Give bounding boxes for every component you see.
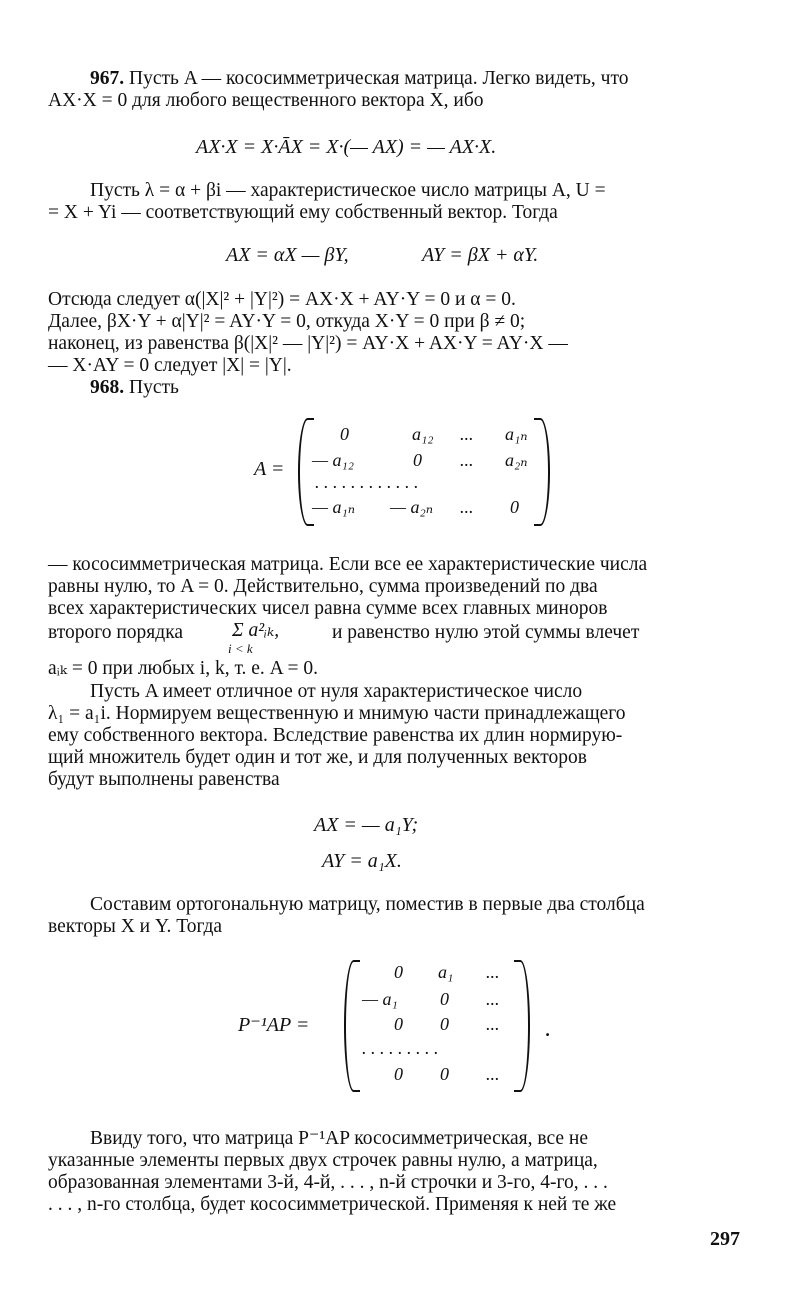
problem-967-line-8: — X·AY = 0 следует |X| = |Y|.	[48, 355, 292, 376]
problem-968-line-14: Ввиду того, что матрица P⁻¹AP кососимметрическая, все не	[90, 1128, 588, 1149]
matrix-a-dots-row: . . . . . . . . . . . .	[315, 472, 419, 492]
problem-968-line-1	[90, 377, 179, 399]
matrix-p-left-paren	[344, 960, 360, 1092]
matrix-a-cell: — a₁₂	[312, 450, 355, 470]
problem-967-line-6: Далее, βX·Y + α|Y|² = AY·Y = 0, откуда X·Y = 0 при β ≠ 0;	[48, 311, 526, 332]
matrix-p-cell: 0	[394, 962, 403, 982]
problem-968-line-12: Составим ортогональную матрицу, поместив в первые два столбца	[90, 894, 645, 915]
matrix-p-cell: ...	[486, 1064, 500, 1084]
matrix-a-cell: a₂ₙ	[505, 450, 528, 470]
matrix-a-label: A =	[254, 458, 285, 480]
problem-968-number: 968.	[90, 377, 125, 398]
matrix-p-period: .	[546, 1020, 551, 1040]
matrix-p-cell: 0	[440, 989, 449, 1009]
problem-968-line-16: образованная элементами 3-й, 4-й, . . . , n-й строчки и 3-го, 4-го, . . .	[48, 1172, 608, 1193]
matrix-a-right-paren	[534, 418, 550, 526]
matrix-a-cell: — a₁ₙ	[312, 497, 356, 517]
problem-968-line-15: указанные элементы первых двух строчек равны нулю, а матрица,	[48, 1150, 598, 1171]
matrix-p-right-paren	[514, 960, 530, 1092]
problem-968-line-9: ему собственного вектора. Вследствие равенства их длин нормирую-	[48, 725, 623, 746]
matrix-p-cell: ...	[486, 989, 500, 1009]
matrix-p-cell: 0	[394, 1064, 403, 1084]
matrix-a-cell: ...	[460, 497, 474, 517]
problem-968-line-8: λ₁ = a₁i. Нормируем вещественную и мнимую части принадлежащего	[48, 703, 626, 724]
problem-968-line-10: щий множитель будет один и тот же, и для полученных векторов	[48, 747, 587, 768]
sum-subscript: i < k	[228, 641, 253, 656]
problem-967-text-1: Пусть A — кососимметрическая матрица. Легко видеть, что	[129, 68, 629, 89]
problem-968-line-4: всех характеристических чисел равна сумме всех главных миноров	[48, 598, 608, 619]
problem-968-line-17: . . . , n-го столбца, будет кососимметрической. Применяя к ней те же	[48, 1194, 617, 1215]
matrix-a-cell: ...	[460, 424, 474, 444]
matrix-p-cell: 0	[440, 1064, 449, 1084]
matrix-p-cell: ...	[486, 962, 500, 982]
problem-967-line-3: Пусть λ = α + βi — характеристическое число матрицы A, U =	[90, 180, 606, 201]
matrix-p-cell: a₁	[438, 962, 454, 982]
matrix-a-cell: 0	[413, 450, 422, 470]
page-number: 297	[710, 1228, 740, 1250]
matrix-p-label: P⁻¹AP =	[238, 1014, 310, 1036]
equation-2b: AY = βX + αY.	[422, 244, 539, 266]
problem-967-line-1	[90, 68, 629, 90]
equation-3a: AX = — a₁Y;	[314, 814, 419, 836]
problem-968-line-3: равны нулю, то A = 0. Действительно, сумма произведений по два	[48, 576, 598, 597]
problem-968-line-7: Пусть A имеет отличное от нуля характеристическое число	[90, 681, 583, 702]
equation-1: AX·X = X·ĀX = X·(— AX) = — AX·X.	[196, 136, 497, 158]
matrix-p-dots-row: . . . . . . . . .	[362, 1038, 439, 1058]
matrix-p-cell: 0	[440, 1014, 449, 1034]
problem-968-line-5b: и равенство нулю этой суммы влечет	[332, 622, 640, 643]
problem-968-line-6: aᵢₖ = 0 при любых i, k, т. е. A = 0.	[48, 658, 319, 679]
matrix-a-cell: — a₂ₙ	[390, 497, 434, 517]
problem-967-number: 967.	[90, 68, 125, 89]
problem-968-line-2: — кососимметрическая матрица. Если все ее характеристические числа	[48, 554, 648, 575]
matrix-p-cell: — a₁	[362, 989, 398, 1009]
problem-968-line-5a: второго порядка	[48, 622, 184, 643]
matrix-p-cell: 0	[394, 1014, 403, 1034]
equation-3b: AY = a₁X.	[322, 850, 402, 872]
matrix-a-cell: a₁₂	[412, 424, 434, 444]
matrix-a-cell: 0	[510, 497, 519, 517]
problem-968-line-11: будут выполнены равенства	[48, 769, 280, 790]
problem-968-text-1: Пусть	[129, 377, 179, 398]
problem-967-line-2: AX·X = 0 для любого вещественного вектора X, ибо	[48, 90, 484, 111]
sum-symbol: Σ a²ᵢₖ,	[232, 620, 280, 641]
problem-968-line-13: векторы X и Y. Тогда	[48, 916, 223, 937]
matrix-a-cell: a₁ₙ	[505, 424, 528, 444]
matrix-a-cell: 0	[340, 424, 349, 444]
matrix-p-cell: ...	[486, 1014, 500, 1034]
problem-967-line-5: Отсюда следует α(|X|² + |Y|²) = AX·X + AY·Y = 0 и α = 0.	[48, 289, 516, 310]
equation-2a: AX = αX — βY,	[226, 244, 349, 266]
problem-967-line-4: = X + Yi — соответствующий ему собственный вектор. Тогда	[48, 202, 558, 223]
matrix-a-cell: ...	[460, 450, 474, 470]
problem-967-line-7: наконец, из равенства β(|X|² — |Y|²) = AY·X + AX·Y = AY·X —	[48, 333, 568, 354]
